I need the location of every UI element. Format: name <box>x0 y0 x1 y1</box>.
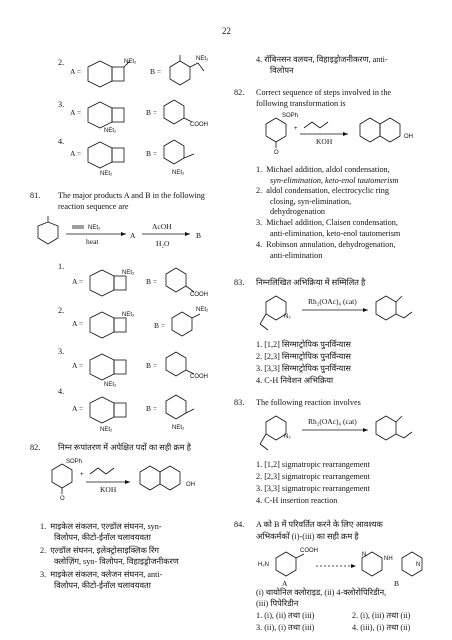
answer-option: 3. (ii), (i) तथा (iii) <box>256 623 315 632</box>
question-number: 83. <box>234 278 245 287</box>
label-soph: SOPh <box>282 113 299 119</box>
answer-option: 4. Robinson annulation, dehydrogenation, anti-elimination <box>256 240 396 260</box>
structure-pair <box>60 262 220 302</box>
label-oh: OH <box>186 482 195 488</box>
label-b: B <box>394 579 400 588</box>
reaction-scheme <box>40 456 220 504</box>
reagent-koh: KOH <box>100 485 117 494</box>
reagent-rh: Rh₂(OAc)₄ (cat) <box>308 417 357 426</box>
answer-option: 2. [2,3] सिग्माट्रोपिक पुनर्विन्यास <box>256 352 351 361</box>
option-number: 1. <box>58 262 65 271</box>
answer-option: 1. Michael addition, aldol condensation, syn-elimination, keto-enol tautomerism <box>256 165 399 185</box>
question-number: 82. <box>234 88 245 97</box>
structure-pair <box>60 55 220 95</box>
reagent-acoh: AcOH <box>152 222 172 231</box>
option-number: 3. <box>58 100 65 109</box>
question-number: 83. <box>234 398 245 407</box>
question-stem: अभिकर्मकों (i)-(iii) का सही क्रम है <box>256 532 359 541</box>
label-a-eq: A = <box>72 404 84 413</box>
label-net2: NEt₂ <box>172 425 185 431</box>
option-number: 2. <box>58 306 65 315</box>
answer-option: 1. (i), (ii) तथा (iii) <box>256 611 315 620</box>
answer-option: 3. माइकेल संकलन, क्लेजन संघनन, anti- विलोपन, कीटो-ईनॉल चलावयवता <box>40 570 163 590</box>
label-n: N <box>416 562 421 568</box>
answer-option: 2. (i), (iii) तथा (ii) <box>352 611 411 620</box>
label-cooh: COOH <box>190 122 208 128</box>
question-stem: निम्नलिखित अभिक्रिया में सम्मिलित है <box>256 278 366 287</box>
label-a-eq: A = <box>72 361 84 370</box>
label-cooh: COOH <box>190 292 208 298</box>
question-stem: निम्न रूपांतरण में अपेक्षित पदों का सही क्रम है <box>58 443 191 452</box>
label-soph: SOPh <box>66 459 83 465</box>
label-a-eq: A = <box>70 67 82 76</box>
reaction-scheme <box>256 110 436 154</box>
reagent-rh: Rh₂(OAc)₄ (cat) <box>308 297 357 306</box>
answer-option: 3. [3,3] सिग्माट्रोपिक पुनर्विन्यास <box>256 364 351 373</box>
answer-option: 1. [1,2] सिग्माट्रोपिक पुनर्विन्यास <box>256 340 351 349</box>
reagent-koh: KOH <box>316 137 333 146</box>
question-stem: A को B में परिवर्तित करने के लिए आवश्यक <box>256 520 383 529</box>
reagent-list: (iii) पिपेरिडीन <box>256 599 299 608</box>
answer-option: 1. माइकेल संकलन, एल्डॉल संघनन, syn- विलोपन, कीटो-ईनॉल चलावयवता <box>40 522 162 542</box>
answer-option: 4. (iii), (i) तथा (ii) <box>352 623 411 632</box>
question-stem: The following reaction involves <box>256 398 361 407</box>
answer-option: 2. एल्डॉल संघनन, इलेक्ट्रोसाइक्लिक रिंग क्लोज़िंग, syn- विलोपन, विहाइड्रोजनीकरण <box>40 546 179 566</box>
question-number: 82. <box>30 443 41 452</box>
answer-option: 4. रॉबिनसन वलयन, विहाइड्रोजनीकरण, anti- <box>256 55 388 64</box>
label-a-eq: A = <box>72 277 84 286</box>
answer-option: 1. [1,2] sigmatropic rearrangement <box>256 460 370 469</box>
label-o: O <box>60 496 65 502</box>
label-o: O <box>274 150 279 156</box>
label-b-eq: B = <box>154 321 166 330</box>
label-b-eq: B = <box>150 67 162 76</box>
label-b-eq: B = <box>146 361 158 370</box>
structure-pair <box>60 140 220 180</box>
label-net2: NEt₂ <box>196 56 209 62</box>
label-net2: NEt₂ <box>100 171 113 177</box>
answer-option: 2. aldol condensation, electrocyclic ring closing, syn-elimination, dehydrogenation <box>256 186 389 216</box>
label-nh: NH <box>384 556 393 562</box>
label-b-eq: B = <box>146 277 158 286</box>
structure-pair <box>60 100 220 136</box>
reaction-scheme <box>30 212 220 262</box>
label-net2: NEt₂ <box>104 382 117 388</box>
answer-option: 2. [2,3] sigmatropic rearrangement <box>256 472 370 481</box>
question-number: 84. <box>234 520 245 529</box>
reaction-scheme <box>256 288 436 334</box>
answer-option: 3. Michael addition, Claisen condensation, anti-elimination, keto-enol tautomerism <box>256 218 401 238</box>
label-b-eq: B = <box>146 149 158 158</box>
label-cooh: COOH <box>300 548 318 554</box>
label-a-eq: A = <box>70 149 82 158</box>
label-a: A <box>130 231 136 240</box>
answer-option: 3. [3,3] sigmatropic rearrangement <box>256 484 370 493</box>
structure-pair <box>60 306 220 346</box>
question-number: 81. <box>30 191 41 200</box>
structure-pair <box>60 350 220 390</box>
label-n2: N₂ <box>284 434 291 440</box>
reaction-scheme <box>256 546 436 588</box>
label-a-eq: A = <box>70 108 82 117</box>
label-net2: NEt₂ <box>104 128 117 134</box>
structure-pair <box>60 395 220 435</box>
label-cooh: COOH <box>190 374 208 380</box>
label-net2: NEt₂ <box>88 225 101 231</box>
label-oh: OH <box>404 134 413 140</box>
label-net2: NEt₂ <box>122 312 135 318</box>
reagent-water: H₂O <box>156 239 170 248</box>
option-number: 2. <box>58 58 65 67</box>
label-net2: NEt₂ <box>196 307 209 313</box>
reagent-list: (i) थायोनिल क्लोराइड, (ii) 4-क्लोरोपिरिडीन, <box>256 588 387 597</box>
answer-option: 4. C-H insertion reaction <box>256 496 338 505</box>
label-net2: NEt₂ <box>124 59 137 65</box>
label-b: B <box>196 231 202 240</box>
label-net2: NEt₂ <box>100 427 113 433</box>
label-net2: NEt₂ <box>122 270 135 276</box>
answer-option-cont: विलोपन <box>270 66 294 75</box>
svg-text:+: + <box>294 126 298 132</box>
option-number: 4. <box>58 387 65 396</box>
label-n: N <box>362 552 367 558</box>
label-h2n: H₂N <box>258 562 269 568</box>
answer-option: 4. C-H निवेशन अभिक्रिया <box>256 376 334 385</box>
page-number: 22 <box>222 26 231 36</box>
label-b-eq: B = <box>146 404 158 413</box>
reagent-heat: heat <box>86 237 99 246</box>
label-n2: N₂ <box>284 314 291 320</box>
svg-text:+: + <box>80 472 84 478</box>
reaction-scheme <box>256 408 436 454</box>
question-stem: following transformation is <box>256 99 346 108</box>
option-number: 4. <box>58 137 65 146</box>
label-a-eq: A = <box>72 319 84 328</box>
question-stem: The major products A and B in the following reaction sequence are <box>58 191 205 211</box>
label-a: A <box>282 579 288 588</box>
label-b-eq: B = <box>146 108 158 117</box>
label-net2: NEt₂ <box>172 170 185 176</box>
question-stem: Correct sequence of steps involved in the <box>256 88 392 97</box>
option-number: 3. <box>58 347 65 356</box>
